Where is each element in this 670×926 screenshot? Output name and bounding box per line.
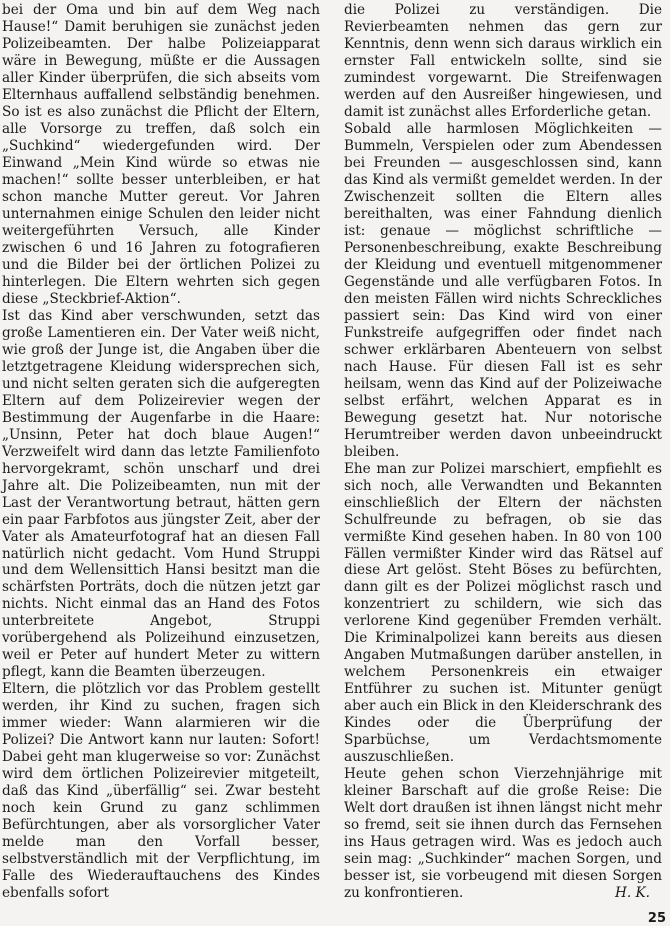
paragraph: die Polizei zu verständigen. Die Revierbeamten nehmen das gern zur Kenntnis, denn wenn sich daraus wirklich ein ernster Fall entwickeln sollte, sind sie zumindest vorgewarnt. Die Streifenwagen werden auf den Ausreißer hingewiesen, und damit ist zunächst alles Erforderliche getan. (344, 2, 662, 120)
paragraph: bei der Oma und bin auf dem Weg nach Hause!“ Damit beruhigen sie zunächst jeden Polizeibeamten. Der halbe Polizeiapparat wäre in Bewegung, müßte er die Aussagen aller Kinder überprüfen, die sich abseits vom Elternhaus auffallend selbständig benehmen. So ist es also zunächst die Pflicht der Eltern, alle Vorsorge zu treffen, daß solch ein „Suchkind“ wiedergefunden wird. Der Einwand „Mein Kind würde so etwas nie machen!“ sollte besser unterbleiben, er hat schon manche Mutter gereut. Vor Jahren unternahmen einige Schulen den leider nicht weitergeführten Versuch, alle Kinder zwischen 6 und 16 Jahren zu fotografieren und die Bilder bei der örtlichen Polizei zu hinterlegen. Die Eltern wehrten sich gegen diese „Steckbrief-Aktion“. (2, 2, 320, 307)
paragraph: Ehe man zur Polizei marschiert, empfiehlt es sich noch, alle Verwandten und Bekannten einschließlich der Eltern der nächsten Schulfreunde zu befragen, ob sie das vermißte Kind gesehen haben. In 80 von 100 Fällen vermißter Kinder wird das Rätsel auf diese Art gelöst. Steht Böses zu befürchten, dann gilt es der Polizei möglichst rasch und konzentriert zu schildern, wie sich das verlorene Kind gegenüber Fremden verhält. Die Kriminalpolizei kann bereits aus diesen Angaben Mutmaßungen darüber anstellen, in welchem Personenkreis ein etwaiger Entführer zu suchen ist. Mitunter genügt aber auch ein Blick in den Kleiderschrank des Kindes oder die Überprüfung der Sparbüchse, um Verdachtsmomente auszuschließen. (344, 460, 662, 766)
paragraph-text: Heute gehen schon Vierzehnjährige mit kleiner Barschaft auf die große Reise: Die Welt dort draußen ist ihnen längst nicht mehr so fremd, seit sie ihnen durch das Fernsehen ins Haus getragen wird. Was es jedoch auch sein mag: „Suchkinder“ machen Sorgen, und besser ist, sie vorbeugend mit diesen Sorgen zu konfrontieren. (344, 766, 662, 902)
paragraph: Sobald alle harmlosen Möglichkeiten — Bummeln, Verspielen oder zum Abendessen bei Freunden — ausgeschlossen sind, kann das Kind als vermißt gemeldet werden. In der Zwischenzeit sollten die Eltern alles bereithalten, was einer Fahndung dienlich ist: genaue — möglichst schriftliche — Personenbeschreibung, exakte Beschreibung der Kleidung und eventuell mitgenommener Gegenstände und alle verfügbaren Fotos. In den meisten Fällen wird nichts Schreckliches passiert sein: Das Kind wird von einer Funkstreife aufgegriffen oder findet nach schwer erklärbaren Abenteuern von selbst nach Hause. Für diesen Fall ist es sehr heilsam, wenn das Kind auf der Polizeiwache selbst erfährt, welchen Apparat es in Bewegung gesetzt hat. Nur notorische Herumtreiber werden davon unbeeindruckt bleiben. (344, 120, 662, 460)
paragraph: Ist das Kind aber verschwunden, setzt das große Lamentieren ein. Der Vater weiß nicht, wie groß der Junge ist, die Angaben über die letztgetragene Kleidung widersprechen sich, und nicht selten geraten sich die aufgeregten Eltern auf dem Polizeirevier wegen der Bestimmung der Augenfarbe in die Haare: „Unsinn, Peter hat doch blaue Augen!“ Verzweifelt wird dann das letzte Familienfoto hervorgekramt, schön unscharf und drei Jahre alt. Die Polizeibeamten, nun mit der Last der Verantwortung betraut, hätten gern ein paar Farbfotos aus jüngster Zeit, aber der Vater als Amateurfotograf hat an diesen Fall natürlich nicht gedacht. Vom Hund Struppi und dem Wellensittich Hansi besitzt man die schärfsten Porträts, doch die nützen jetzt gar nichts. Nicht einmal das an Hand des Fotos unterbreitete Angebot, Struppi vorübergehend als Polizeihund einzusetzen, weil er Peter auf hundert Meter zu wittern pflegt, kann die Beamten überzeugen. (2, 307, 320, 681)
paragraph (344, 766, 662, 902)
author-signature: H. K. (615, 885, 650, 902)
paragraph: Eltern, die plötzlich vor das Problem gestellt werden, ihr Kind zu suchen, fragen sich immer wieder: Wann alarmieren wir die Polizei? Die Antwort kann nur lauten: Sofort! Dabei geht man klugerweise so vor: Zunächst wird dem örtlichen Polizeirevier mitgeteilt, daß das Kind „überfällig“ sei. Zwar besteht noch kein Grund zu ganz schlimmen Befürchtungen, aber als vorsorglicher Vater melde man den Vorfall besser, selbstverständlich mit der Verpflichtung, im Falle des Wiederauftauchens des Kindes ebenfalls sofort (2, 681, 320, 902)
text-column-right (344, 2, 662, 902)
page-number: 25 (647, 911, 666, 926)
text-column-left (2, 2, 320, 902)
